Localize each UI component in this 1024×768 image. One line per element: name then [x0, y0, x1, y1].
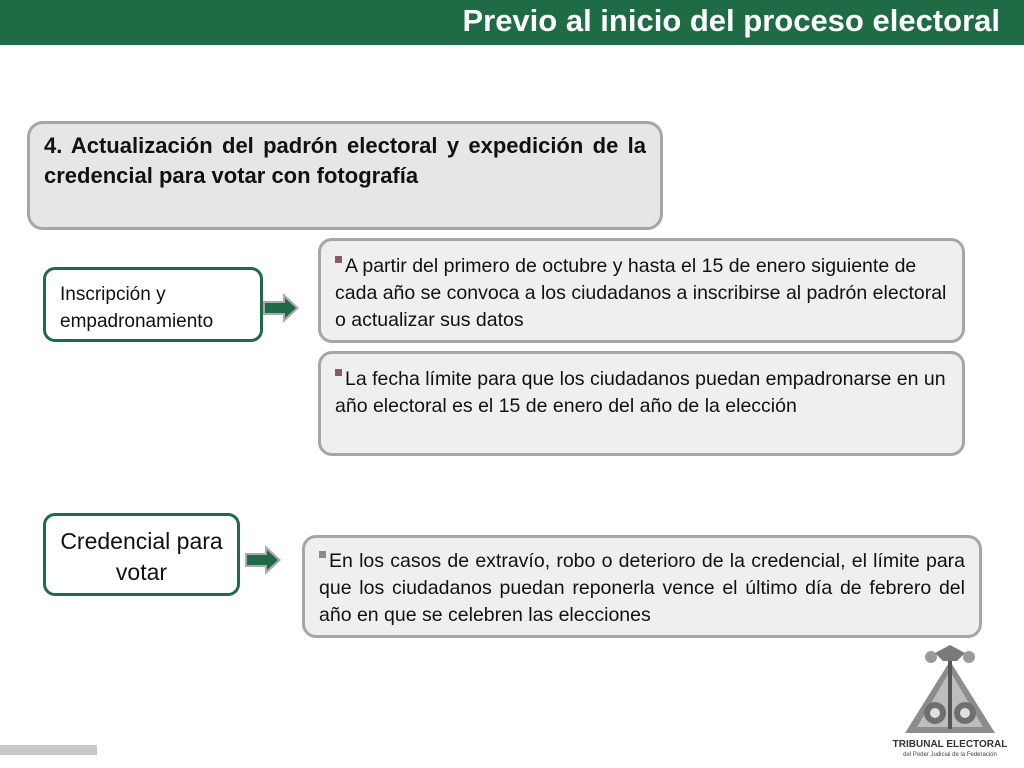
bullet-icon [335, 369, 342, 376]
info-box-enrollment-deadline [318, 351, 965, 456]
credential-label: Credencial para votar [60, 528, 223, 585]
inscription-label-box [43, 267, 263, 342]
scales-of-justice-icon [895, 643, 1005, 738]
topic-heading: 4. Actualización del padrón electoral y expedición de la credencial para votar con fotografía [44, 133, 646, 188]
info-box-credential-replacement [302, 535, 982, 638]
logo-title: TRIBUNAL ELECTORAL [892, 739, 1008, 750]
bullet-icon [319, 551, 326, 558]
info-box-enrollment-period [318, 238, 965, 343]
page-title: Previo al inicio del proceso electoral [462, 3, 1000, 38]
arrow-right-icon [263, 293, 299, 323]
arrow-right-icon [245, 545, 281, 575]
credential-replacement-text: En los casos de extravío, robo o deterioro de la credencial, el límite para que los ciudadanos puedan reponerla vence el último día de febrero del año en que se celebren las elecciones [319, 550, 965, 626]
credential-label-box [43, 513, 240, 596]
logo-subtitle: del Poder Judicial de la Federación [903, 752, 997, 758]
topic-box [27, 121, 663, 230]
header-bar [0, 0, 1024, 45]
inscription-label: Inscripción y empadronamiento [60, 284, 214, 332]
enrollment-deadline-text: La fecha límite para que los ciudadanos puedan empadronarse en un año electoral es el 15 de enero del año de la elección [335, 368, 946, 417]
bullet-icon [335, 256, 342, 263]
bottom-decorative-bar [0, 745, 97, 755]
enrollment-period-text: A partir del primero de octubre y hasta el 15 de enero siguiente de cada año se convoca a los ciudadanos a inscribirse al padrón electoral o actualizar sus datos [335, 255, 947, 331]
